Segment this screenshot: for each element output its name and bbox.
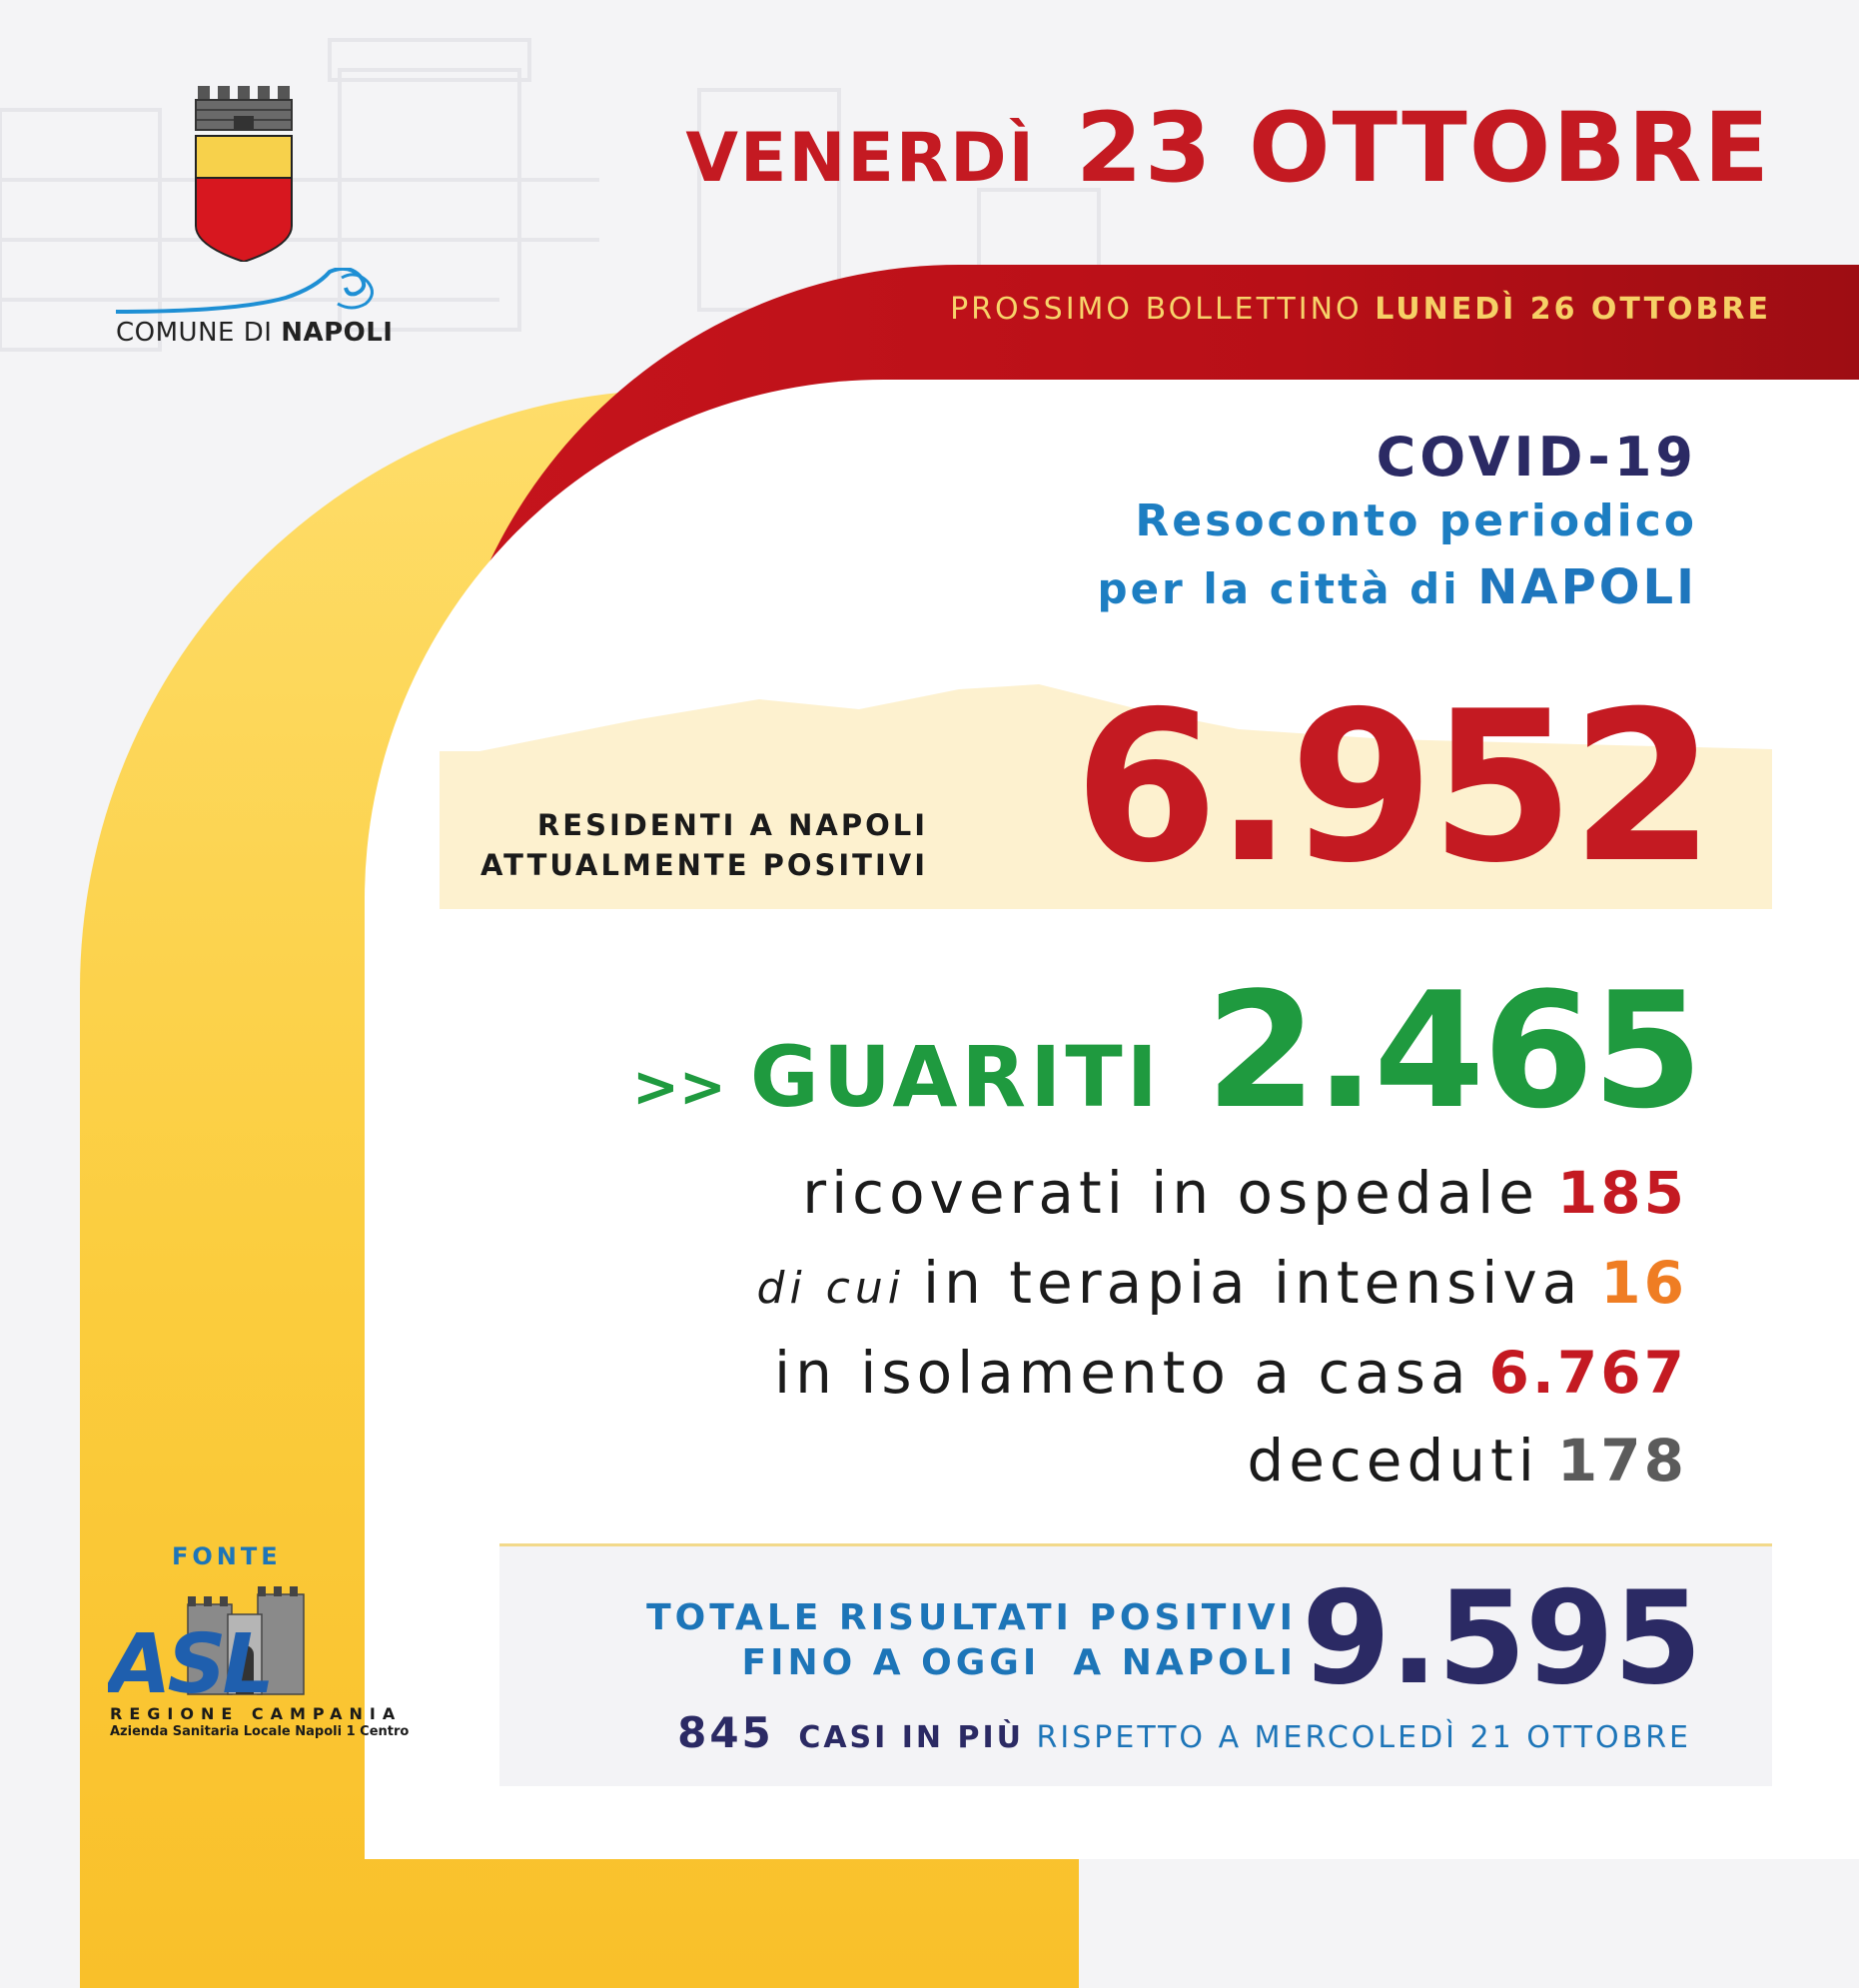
next-bulletin-prefix: PROSSIMO BOLLETTINO [950,292,1363,327]
deceduti-row [1247,1427,1687,1494]
positivi-label-line2: ATTUALMENTE POSITIVI [479,848,928,882]
ricoverati-label: ricoverati in ospedale [802,1159,1539,1227]
diff-rest-text: RISPETTO A MERCOLEDÌ 21 OTTOBRE [1036,1720,1691,1755]
date-day: VENERDÌ [685,119,1036,198]
isolamento-value: 6.767 [1488,1339,1687,1407]
terapia-row [757,1249,1687,1317]
covid-title: COVID-19 [1376,426,1697,489]
napoli-coat-of-arms-icon [192,86,296,262]
positivi-label-line1: RESIDENTI A NAPOLI [536,808,928,842]
isolamento-label: in isolamento a casa [773,1339,1471,1407]
wave-icon [116,268,390,318]
report-subtitle: Resoconto periodico [1135,496,1697,546]
totale-label-line2: FINO A OGGI A NAPOLI [741,1642,1297,1683]
date-number: 23 OTTOBRE [1075,92,1771,204]
terapia-value: 16 [1600,1249,1687,1317]
totale-value: 9.595 [1302,1564,1701,1713]
daily-difference [677,1708,1691,1757]
deceduti-label: deceduti [1247,1427,1539,1494]
bulletin-date [685,92,1771,204]
city-name: NAPOLI [1477,559,1697,615]
comune-city: NAPOLI [281,318,394,348]
comune-prefix: COMUNE DI [116,318,273,348]
asl-logo-letters: ASL [108,1617,271,1712]
isolamento-row [774,1339,1687,1407]
report-city-line [1098,559,1698,615]
totale-label [646,1595,1297,1685]
terapia-label: in terapia intensiva [922,1249,1583,1317]
asl-azienda: Azienda Sanitaria Locale Napoli 1 Centro [110,1724,410,1739]
asl-region: REGIONE CAMPANIA [110,1704,403,1723]
guariti-value: 2.465 [1205,957,1701,1144]
diff-bold-text: CASI IN PIÙ [798,1720,1024,1755]
positivi-value: 6.952 [1074,667,1711,909]
ricoverati-value: 185 [1556,1159,1687,1227]
city-line-prefix: per la città di [1097,564,1460,613]
diff-number: 845 [677,1708,774,1757]
next-bulletin-note [950,292,1771,327]
guariti-label: GUARITI [749,1028,1162,1126]
next-bulletin-date: LUNEDÌ 26 OTTOBRE [1375,292,1771,327]
ricoverati-row [802,1159,1687,1227]
positivi-label [480,805,928,885]
terapia-prefix: di cui [756,1263,905,1314]
comune-di-napoli-label [116,318,393,348]
totale-label-line1: TOTALE RISULTATI POSITIVI [646,1597,1297,1638]
guariti-arrow: >> [631,1055,726,1120]
deceduti-value: 178 [1556,1427,1687,1494]
source-label: FONTE [172,1542,282,1570]
guariti-row [632,957,1701,1144]
